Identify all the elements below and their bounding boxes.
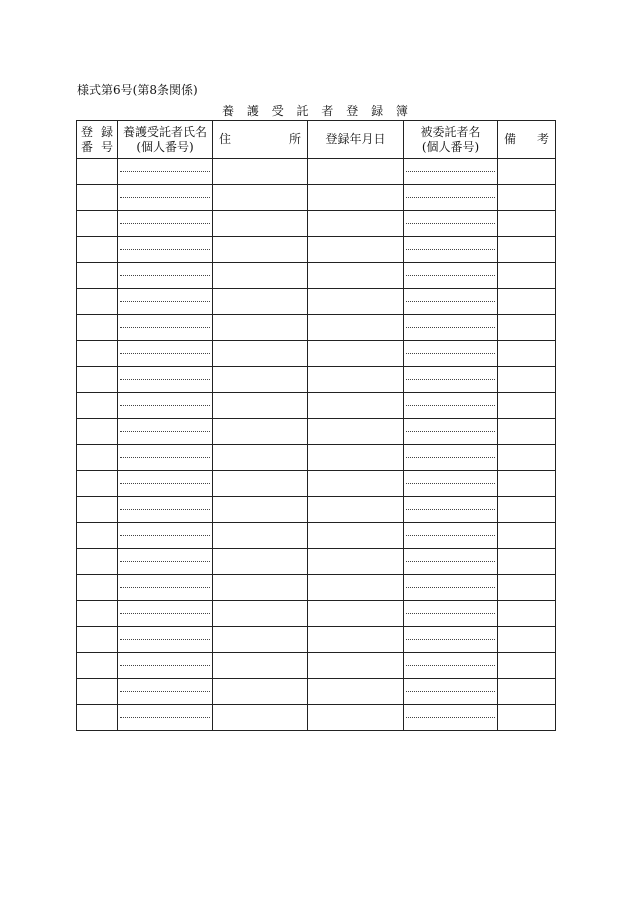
- cell-registration-date[interactable]: [308, 601, 404, 627]
- dotted-divider: [406, 353, 495, 354]
- table-row: [77, 549, 556, 575]
- table-row: [77, 185, 556, 211]
- dotted-divider: [120, 353, 210, 354]
- table-row: [77, 289, 556, 315]
- cell-remarks[interactable]: [498, 575, 556, 601]
- cell-guardian-name[interactable]: [118, 679, 213, 705]
- table-row: [77, 627, 556, 653]
- cell-remarks[interactable]: [498, 497, 556, 523]
- cell-registration-date[interactable]: [308, 653, 404, 679]
- cell-address[interactable]: [213, 159, 308, 185]
- cell-address[interactable]: [213, 653, 308, 679]
- title-char: 託: [296, 104, 309, 118]
- cell-registration-date[interactable]: [308, 523, 404, 549]
- cell-remarks[interactable]: [498, 263, 556, 289]
- dotted-divider: [406, 535, 495, 536]
- cell-guardian-name[interactable]: [118, 289, 213, 315]
- cell-remarks[interactable]: [498, 627, 556, 653]
- cell-registration-date[interactable]: [308, 393, 404, 419]
- cell-registration-date[interactable]: [308, 315, 404, 341]
- cell-registration-date[interactable]: [308, 341, 404, 367]
- cell-ward-name[interactable]: [404, 549, 498, 575]
- cell-address[interactable]: [213, 393, 308, 419]
- cell-registration-date[interactable]: [308, 211, 404, 237]
- dotted-divider: [406, 249, 495, 250]
- table-row: [77, 393, 556, 419]
- cell-registration-number[interactable]: [77, 263, 118, 289]
- header-address: 住 所: [213, 121, 308, 159]
- dotted-divider: [406, 665, 495, 666]
- cell-ward-name[interactable]: [404, 159, 498, 185]
- dotted-divider: [120, 535, 210, 536]
- cell-ward-name[interactable]: [404, 653, 498, 679]
- cell-guardian-name[interactable]: [118, 393, 213, 419]
- cell-address[interactable]: [213, 341, 308, 367]
- table-row: [77, 445, 556, 471]
- title-char: 録: [371, 104, 384, 118]
- cell-address[interactable]: [213, 549, 308, 575]
- cell-remarks[interactable]: [498, 523, 556, 549]
- cell-ward-name[interactable]: [404, 263, 498, 289]
- dotted-divider: [406, 327, 495, 328]
- cell-address[interactable]: [213, 627, 308, 653]
- cell-address[interactable]: [213, 679, 308, 705]
- cell-ward-name[interactable]: [404, 211, 498, 237]
- table-row: [77, 341, 556, 367]
- cell-registration-date[interactable]: [308, 705, 404, 731]
- dotted-divider: [120, 691, 210, 692]
- cell-remarks[interactable]: [498, 185, 556, 211]
- cell-remarks[interactable]: [498, 211, 556, 237]
- cell-ward-name[interactable]: [404, 419, 498, 445]
- header-registration-number: 登 録 番 号: [77, 121, 118, 159]
- cell-registration-number[interactable]: [77, 419, 118, 445]
- cell-ward-name[interactable]: [404, 237, 498, 263]
- cell-registration-date[interactable]: [308, 471, 404, 497]
- cell-registration-number[interactable]: [77, 211, 118, 237]
- cell-remarks[interactable]: [498, 237, 556, 263]
- dotted-divider: [120, 587, 210, 588]
- cell-registration-number[interactable]: [77, 601, 118, 627]
- cell-guardian-name[interactable]: [118, 497, 213, 523]
- cell-ward-name[interactable]: [404, 523, 498, 549]
- table-body: [77, 159, 556, 731]
- title-char: 者: [321, 104, 334, 118]
- cell-registration-number[interactable]: [77, 185, 118, 211]
- cell-registration-number[interactable]: [77, 315, 118, 341]
- cell-address[interactable]: [213, 289, 308, 315]
- dotted-divider: [120, 301, 210, 302]
- cell-address[interactable]: [213, 185, 308, 211]
- table-row: [77, 679, 556, 705]
- cell-registration-number[interactable]: [77, 627, 118, 653]
- cell-registration-number[interactable]: [77, 471, 118, 497]
- cell-guardian-name[interactable]: [118, 159, 213, 185]
- cell-registration-number[interactable]: [77, 497, 118, 523]
- header-ward-name: 被委託者名 (個人番号): [404, 121, 498, 159]
- title-char: 簿: [395, 104, 408, 118]
- cell-registration-number[interactable]: [77, 549, 118, 575]
- cell-remarks[interactable]: [498, 445, 556, 471]
- cell-guardian-name[interactable]: [118, 315, 213, 341]
- title-char: 護: [246, 104, 259, 118]
- cell-registration-number[interactable]: [77, 237, 118, 263]
- table-row: [77, 315, 556, 341]
- cell-address[interactable]: [213, 211, 308, 237]
- cell-remarks[interactable]: [498, 159, 556, 185]
- cell-guardian-name[interactable]: [118, 705, 213, 731]
- dotted-divider: [120, 327, 210, 328]
- dotted-divider: [406, 275, 495, 276]
- cell-address[interactable]: [213, 575, 308, 601]
- cell-registration-number[interactable]: [77, 705, 118, 731]
- cell-registration-date[interactable]: [308, 575, 404, 601]
- cell-remarks[interactable]: [498, 289, 556, 315]
- title-char: 受: [271, 104, 284, 118]
- cell-registration-number[interactable]: [77, 393, 118, 419]
- dotted-divider: [406, 717, 495, 718]
- cell-registration-number[interactable]: [77, 341, 118, 367]
- cell-address[interactable]: [213, 523, 308, 549]
- cell-ward-name[interactable]: [404, 445, 498, 471]
- table-row: [77, 211, 556, 237]
- cell-guardian-name[interactable]: [118, 549, 213, 575]
- header-remarks: 備 考: [498, 121, 556, 159]
- cell-guardian-name[interactable]: [118, 419, 213, 445]
- dotted-divider: [406, 483, 495, 484]
- cell-guardian-name[interactable]: [118, 653, 213, 679]
- header-row: [77, 121, 556, 159]
- table-row: [77, 159, 556, 185]
- cell-remarks[interactable]: [498, 419, 556, 445]
- cell-address[interactable]: [213, 237, 308, 263]
- title-char: 養: [222, 104, 235, 118]
- cell-guardian-name[interactable]: [118, 601, 213, 627]
- cell-registration-number[interactable]: [77, 289, 118, 315]
- header-guardian-name: 養護受託者氏名 (個人番号): [118, 121, 213, 159]
- cell-registration-date[interactable]: [308, 497, 404, 523]
- cell-guardian-name[interactable]: [118, 471, 213, 497]
- cell-guardian-name[interactable]: [118, 367, 213, 393]
- cell-address[interactable]: [213, 471, 308, 497]
- cell-registration-date[interactable]: [308, 549, 404, 575]
- dotted-divider: [406, 457, 495, 458]
- header-registration-date: 登録年月日: [308, 121, 404, 159]
- cell-registration-number[interactable]: [77, 679, 118, 705]
- dotted-divider: [120, 197, 210, 198]
- dotted-divider: [120, 483, 210, 484]
- dotted-divider: [120, 561, 210, 562]
- dotted-divider: [120, 275, 210, 276]
- cell-remarks[interactable]: [498, 705, 556, 731]
- dotted-divider: [120, 717, 210, 718]
- cell-registration-number[interactable]: [77, 575, 118, 601]
- cell-registration-number[interactable]: [77, 523, 118, 549]
- cell-ward-name[interactable]: [404, 289, 498, 315]
- cell-guardian-name[interactable]: [118, 575, 213, 601]
- dotted-divider: [120, 223, 210, 224]
- cell-guardian-name[interactable]: [118, 627, 213, 653]
- dotted-divider: [406, 691, 495, 692]
- table-row: [77, 523, 556, 549]
- cell-registration-date[interactable]: [308, 627, 404, 653]
- form-number-label: 様式第6号(第8条関係): [77, 83, 198, 97]
- table-row: [77, 263, 556, 289]
- cell-remarks[interactable]: [498, 393, 556, 419]
- cell-ward-name[interactable]: [404, 393, 498, 419]
- cell-guardian-name[interactable]: [118, 341, 213, 367]
- cell-remarks[interactable]: [498, 653, 556, 679]
- cell-ward-name[interactable]: [404, 575, 498, 601]
- cell-guardian-name[interactable]: [118, 185, 213, 211]
- cell-registration-date[interactable]: [308, 263, 404, 289]
- cell-registration-number[interactable]: [77, 653, 118, 679]
- cell-address[interactable]: [213, 705, 308, 731]
- cell-address[interactable]: [213, 497, 308, 523]
- table-row: [77, 237, 556, 263]
- cell-address[interactable]: [213, 419, 308, 445]
- cell-ward-name[interactable]: [404, 341, 498, 367]
- cell-registration-date[interactable]: [308, 445, 404, 471]
- cell-address[interactable]: [213, 445, 308, 471]
- dotted-divider: [120, 509, 210, 510]
- table-row: [77, 575, 556, 601]
- cell-registration-number[interactable]: [77, 367, 118, 393]
- cell-remarks[interactable]: [498, 601, 556, 627]
- table-row: [77, 471, 556, 497]
- cell-remarks[interactable]: [498, 315, 556, 341]
- cell-registration-number[interactable]: [77, 159, 118, 185]
- cell-registration-date[interactable]: [308, 159, 404, 185]
- cell-registration-date[interactable]: [308, 185, 404, 211]
- cell-ward-name[interactable]: [404, 185, 498, 211]
- cell-remarks[interactable]: [498, 471, 556, 497]
- dotted-divider: [406, 509, 495, 510]
- dotted-divider: [120, 639, 210, 640]
- cell-ward-name[interactable]: [404, 471, 498, 497]
- cell-guardian-name[interactable]: [118, 211, 213, 237]
- cell-address[interactable]: [213, 263, 308, 289]
- cell-remarks[interactable]: [498, 549, 556, 575]
- document-title: [222, 104, 408, 118]
- dotted-divider: [406, 613, 495, 614]
- cell-ward-name[interactable]: [404, 627, 498, 653]
- dotted-divider: [406, 223, 495, 224]
- cell-guardian-name[interactable]: [118, 523, 213, 549]
- cell-address[interactable]: [213, 315, 308, 341]
- dotted-divider: [406, 379, 495, 380]
- cell-address[interactable]: [213, 601, 308, 627]
- table-row: [77, 601, 556, 627]
- dotted-divider: [120, 613, 210, 614]
- cell-registration-date[interactable]: [308, 367, 404, 393]
- cell-remarks[interactable]: [498, 341, 556, 367]
- dotted-divider: [406, 197, 495, 198]
- dotted-divider: [406, 639, 495, 640]
- dotted-divider: [406, 405, 495, 406]
- dotted-divider: [406, 431, 495, 432]
- dotted-divider: [120, 405, 210, 406]
- cell-ward-name[interactable]: [404, 679, 498, 705]
- title-char: 登: [346, 104, 359, 118]
- cell-remarks[interactable]: [498, 367, 556, 393]
- cell-ward-name[interactable]: [404, 367, 498, 393]
- dotted-divider: [120, 249, 210, 250]
- dotted-divider: [120, 379, 210, 380]
- table-row: [77, 653, 556, 679]
- cell-remarks[interactable]: [498, 679, 556, 705]
- dotted-divider: [406, 171, 495, 172]
- cell-registration-date[interactable]: [308, 237, 404, 263]
- dotted-divider: [406, 301, 495, 302]
- dotted-divider: [120, 431, 210, 432]
- cell-registration-date[interactable]: [308, 419, 404, 445]
- dotted-divider: [406, 561, 495, 562]
- table-row: [77, 705, 556, 731]
- cell-registration-date[interactable]: [308, 289, 404, 315]
- cell-ward-name[interactable]: [404, 315, 498, 341]
- cell-guardian-name[interactable]: [118, 263, 213, 289]
- cell-ward-name[interactable]: [404, 705, 498, 731]
- cell-guardian-name[interactable]: [118, 237, 213, 263]
- dotted-divider: [406, 587, 495, 588]
- dotted-divider: [120, 457, 210, 458]
- table-row: [77, 367, 556, 393]
- cell-ward-name[interactable]: [404, 601, 498, 627]
- cell-address[interactable]: [213, 367, 308, 393]
- cell-guardian-name[interactable]: [118, 445, 213, 471]
- dotted-divider: [120, 171, 210, 172]
- cell-ward-name[interactable]: [404, 497, 498, 523]
- dotted-divider: [120, 665, 210, 666]
- table-row: [77, 419, 556, 445]
- registry-table: [76, 120, 556, 731]
- table-row: [77, 497, 556, 523]
- cell-registration-date[interactable]: [308, 679, 404, 705]
- cell-registration-number[interactable]: [77, 445, 118, 471]
